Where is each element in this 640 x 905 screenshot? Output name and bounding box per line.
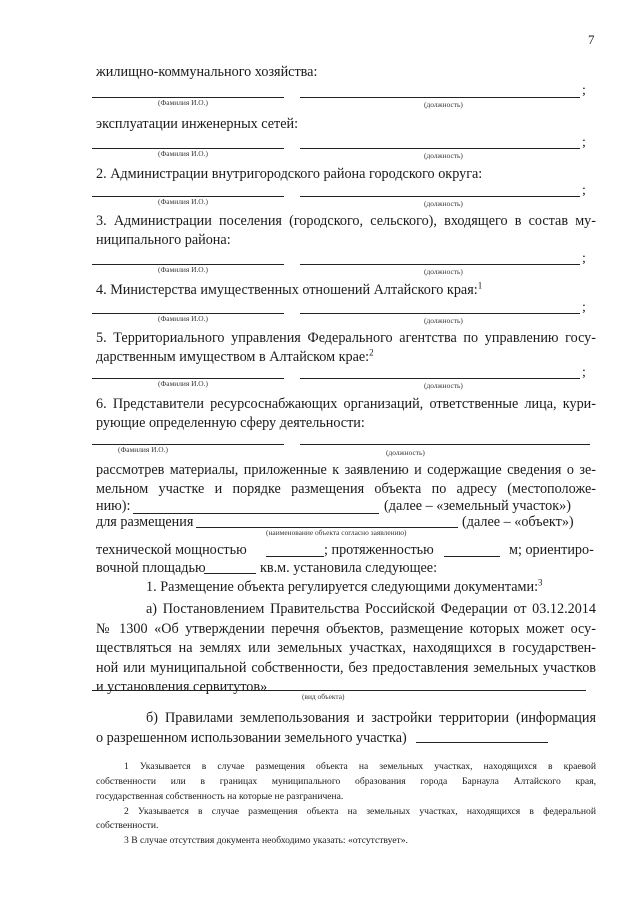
position-caption: (должность) — [424, 381, 463, 390]
capacity-input-line[interactable] — [266, 556, 324, 557]
resolution-line-1: а) Постановлением Правительства Российской Федерации от 03.12.2014 — [146, 601, 596, 617]
zoning-line-2: о разрешенном использовании земельного участка) — [96, 730, 407, 746]
settlement-heading-line-2: ниципального района: — [96, 232, 231, 248]
district-heading: 2. Администрации внутригородского района городского округа: — [96, 166, 483, 182]
ministry-semicolon: ; — [582, 300, 586, 315]
position-caption: (должность) — [424, 151, 463, 160]
footnote-ref-1: 1 — [477, 280, 483, 291]
position-caption: (должность) — [424, 267, 463, 276]
fio-caption: (Фамилия И.О.) — [158, 379, 208, 388]
length-unit: м; ориентиро- — [509, 542, 594, 558]
district-semicolon: ; — [582, 183, 586, 198]
object-name-caption: (наименование объекта согласно заявлению) — [266, 528, 407, 537]
utilities-heading: эксплуатации инженерных сетей: — [96, 116, 299, 132]
fio-caption: (Фамилия И.О.) — [158, 98, 208, 107]
footnote-2-line-2: собственности. — [96, 820, 159, 831]
object-type-caption: (вид объекта) — [302, 692, 345, 701]
resolution-line-5: и установления сервитутов» — [96, 679, 268, 695]
resolution-line-4: ной или муниципальной собственности, без предоставления земельных участков — [96, 660, 596, 676]
federal-heading-line-1: 5. Территориального управления Федерального агентства по управлению госу- — [96, 330, 596, 346]
housing-position-line[interactable] — [300, 97, 580, 98]
district-position-line[interactable] — [300, 196, 580, 197]
area-input-line[interactable] — [204, 573, 256, 574]
position-caption: (должность) — [386, 448, 425, 457]
object-type-input-line[interactable] — [92, 690, 586, 691]
fio-caption: (Фамилия И.О.) — [158, 265, 208, 274]
fio-caption: (Фамилия И.О.) — [158, 314, 208, 323]
position-caption: (должность) — [424, 100, 463, 109]
capacity-label: технической мощностью — [96, 542, 247, 558]
utilities-position-line[interactable] — [300, 148, 580, 149]
footnote-ref-2: 2 — [369, 347, 374, 358]
area-label: вочной площадью — [96, 560, 206, 576]
footnote-2-line-1: 2 Указывается в случае размещения объекта на земельных участках, находящихся в федеральной — [124, 806, 596, 817]
position-caption: (должность) — [424, 199, 463, 208]
footnote-1-line-2: собственности или в границах муниципального образования города Барнаула Алтайского края, — [96, 776, 596, 787]
resolution-line-2: № 1300 «Об утверждении перечня объектов, размещение которых может осу- — [96, 621, 596, 637]
length-label: ; протяженностью — [324, 542, 434, 558]
page-number: 7 — [588, 32, 595, 47]
settlement-semicolon: ; — [582, 251, 586, 266]
footnote-ref-3: 3 — [538, 577, 543, 588]
fio-caption: (Фамилия И.О.) — [158, 197, 208, 206]
position-caption: (должность) — [424, 316, 463, 325]
permitted-use-input-line[interactable] — [416, 742, 548, 743]
resource-heading-line-1: 6. Представители ресурсоснабжающих организаций, ответственные лица, кури- — [96, 396, 596, 412]
placement-label: для размещения — [96, 514, 194, 530]
settlement-heading-line-1: 3. Администрации поселения (городского, сельского), входящего в состав му- — [96, 213, 596, 229]
ministry-position-line[interactable] — [300, 313, 580, 314]
footnote-1-line-3: государственная собственность на которые не разграничена. — [96, 791, 344, 802]
housing-heading: жилищно-коммунального хозяйства: — [96, 64, 318, 80]
resource-position-line[interactable] — [300, 444, 590, 445]
resource-heading-line-2: рующие определенную сферу деятельности: — [96, 415, 365, 431]
resolution-line-3: ществляться на землях или земельных участках, находящихся в государствен- — [96, 640, 596, 656]
federal-position-line[interactable] — [300, 378, 580, 379]
land-plot-alias: (далее – «земельный участок») — [384, 498, 571, 514]
findings-line-1: рассмотрев материалы, приложенные к заявлению и содержащие сведения о зе- — [96, 462, 596, 478]
area-unit: кв.м. установила следующее: — [260, 560, 438, 576]
housing-semicolon: ; — [582, 83, 586, 98]
footnote-3: 3 В случае отсутствия документа необходимо указать: «отсутствует». — [124, 835, 408, 846]
regulations-heading: 1. Размещение объекта регулируется следующими документами:$^3$ — [146, 577, 543, 595]
fio-caption: (Фамилия И.О.) — [118, 445, 168, 454]
federal-semicolon: ; — [582, 365, 586, 380]
federal-heading-line-2: дарственным имуществом в Алтайском крае:$^2$ — [96, 347, 374, 365]
footnote-1-line-1: 1 Указывается в случае размещения объекта на земельных участках, находящихся в краевой — [124, 761, 596, 772]
object-alias: (далее – «объект») — [462, 514, 574, 530]
address-label: нию): — [96, 498, 131, 514]
settlement-position-line[interactable] — [300, 264, 580, 265]
ministry-heading: 4. Министерства имущественных отношений Алтайского края:$^1$ — [96, 280, 483, 298]
utilities-semicolon: ; — [582, 135, 586, 150]
length-input-line[interactable] — [444, 556, 500, 557]
zoning-line-1: б) Правилами землепользования и застройки территории (информация — [146, 710, 596, 726]
findings-line-2: мельном участке и порядке размещения объекта по адресу (местоположе- — [96, 481, 596, 497]
fio-caption: (Фамилия И.О.) — [158, 149, 208, 158]
